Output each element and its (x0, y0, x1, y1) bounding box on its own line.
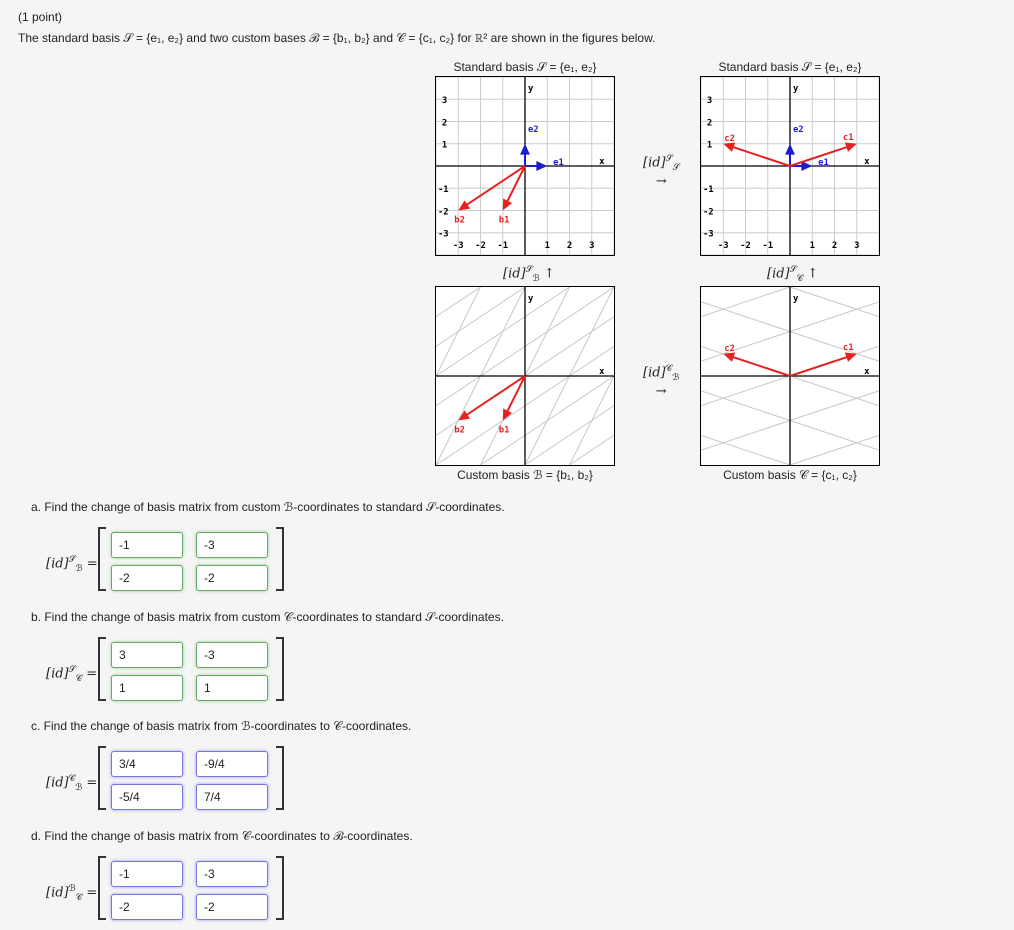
y-tick-label: 1 (706, 140, 713, 151)
matrix-input-r1c1[interactable]: -1 (111, 532, 183, 558)
matrix-input-r2c1[interactable]: -2 (111, 565, 183, 591)
matrix-input-r2c2[interactable]: 7/4 (196, 784, 268, 810)
x-axis-label: x (599, 157, 605, 168)
right-bracket (276, 527, 284, 591)
plot-standard-left (435, 76, 615, 256)
plot-custom-b (435, 286, 615, 466)
x-axis-label: x (864, 367, 870, 378)
y-tick-label: -1 (702, 185, 714, 196)
y-tick-label: -2 (702, 207, 714, 218)
grid-line (436, 287, 481, 317)
map-id-s-s: [id]$^𝒮_𝒮$ → (643, 154, 680, 189)
y-tick-label: 3 (441, 96, 448, 107)
vector-label-b2: b2 (454, 425, 465, 436)
x-tick-label: -1 (497, 241, 509, 252)
matrix-input-r2c2[interactable]: -2 (196, 894, 268, 920)
grid-line (481, 376, 615, 465)
vector-label-e1: e1 (553, 158, 564, 169)
vector-label-b1: b1 (498, 215, 510, 226)
x-axis-label: x (864, 157, 870, 168)
map-id-s-b: [id]$^𝒮_ℬ$ ↑ (503, 265, 555, 284)
matrix-input-r1c1[interactable]: 3 (111, 642, 183, 668)
vector-c2 (731, 356, 790, 376)
matrix-input-r2c1[interactable]: -2 (111, 894, 183, 920)
x-tick-label: 2 (566, 241, 573, 252)
vector-label-e1: e1 (818, 158, 829, 169)
plot-title-custom-b: Custom basis ℬ = {b₁, b₂} (457, 468, 593, 482)
matrix-input-r1c1[interactable]: -1 (111, 861, 183, 887)
y-tick-label: 2 (706, 118, 713, 129)
y-axis-label: y (527, 293, 534, 304)
grid-line (436, 287, 525, 346)
plot-title-standard-right: Standard basis 𝒮 = {e₁, e₂} (718, 60, 862, 74)
matrix-input-r1c1[interactable]: 3/4 (111, 751, 183, 777)
map-id-s-c: [id]$^𝒮_𝒞$ ↑ (767, 265, 819, 284)
x-tick-label: 2 (831, 241, 838, 252)
x-axis-label: x (599, 367, 605, 378)
matrix-input-r1c2[interactable]: -3 (196, 642, 268, 668)
y-axis-label: y (792, 83, 799, 94)
x-tick-label: 1 (809, 241, 815, 252)
left-bracket (98, 527, 106, 591)
y-tick-label: 2 (441, 118, 448, 129)
arrowhead-e2 (785, 144, 795, 155)
x-tick-label: -1 (762, 241, 774, 252)
plot-standard-right (700, 76, 880, 256)
grid-line (701, 287, 790, 317)
problem-intro: The standard basis 𝒮 = {e₁, e₂} and two custom bases ℬ = {b₁, b₂} and 𝒞 = {c₁, c₂} for ℝ² are shown in the figures below. (18, 31, 656, 45)
vector-label-c1: c1 (842, 342, 854, 353)
y-tick-label: 1 (441, 140, 448, 151)
vector-c2 (731, 146, 790, 166)
vector-label-c2: c2 (724, 133, 735, 144)
y-tick-label: 3 (706, 96, 713, 107)
matrix-label: [id]$^𝒮_𝒞$ = (46, 665, 98, 684)
vector-label-c1: c1 (842, 132, 854, 143)
matrix-input-r1c2[interactable]: -3 (196, 861, 268, 887)
right-bracket (276, 746, 284, 810)
plot-custom-c (700, 286, 880, 466)
arrowhead-c1 (845, 352, 857, 361)
grid-line (436, 287, 481, 376)
x-tick-label: 3 (854, 241, 860, 252)
points-label: (1 point) (18, 10, 63, 24)
y-tick-label: -3 (437, 229, 449, 240)
question-d-text: d. Find the change of basis matrix from 𝒞-coordinates to ℬ-coordinates. (31, 829, 413, 843)
y-tick-label: -2 (437, 207, 449, 218)
plot-title-standard-left: Standard basis 𝒮 = {e₁, e₂} (453, 60, 597, 74)
arrowhead-c1 (845, 142, 857, 151)
arrowhead-e1 (536, 161, 547, 171)
question-b-text: b. Find the change of basis matrix from custom 𝒞-coordinates to standard 𝒮-coordinates. (31, 610, 504, 624)
left-bracket (98, 856, 106, 920)
vector-c1 (790, 356, 849, 376)
matrix-input-r2c2[interactable]: 1 (196, 675, 268, 701)
vector-label-e2: e2 (527, 124, 539, 135)
matrix-label: [id]$^𝒮_ℬ$ = (46, 555, 98, 574)
arrowhead-c2 (723, 352, 735, 361)
matrix-input-r2c1[interactable]: 1 (111, 675, 183, 701)
y-tick-label: -3 (702, 229, 714, 240)
grid-line (790, 287, 879, 317)
x-tick-label: -2 (475, 241, 486, 252)
matrix-label: [id]$^ℬ_𝒞$ = (46, 884, 98, 903)
x-tick-label: 1 (544, 241, 550, 252)
x-tick-label: -2 (740, 241, 751, 252)
y-axis-label: y (792, 293, 799, 304)
x-tick-label: -3 (452, 241, 464, 252)
grid-line (525, 406, 614, 465)
map-id-c-b: [id]$^𝒞_ℬ$ → (643, 364, 680, 399)
vector-label-e2: e2 (792, 124, 804, 135)
grid-line (701, 435, 790, 465)
grid-line (790, 435, 879, 465)
x-tick-label: 3 (589, 241, 595, 252)
arrowhead-b2 (458, 410, 470, 420)
matrix-input-r1c2[interactable]: -9/4 (196, 751, 268, 777)
arrowhead-b2 (458, 200, 470, 210)
right-bracket (276, 856, 284, 920)
matrix-input-r2c1[interactable]: -5/4 (111, 784, 183, 810)
y-tick-label: -1 (437, 185, 449, 196)
question-a-text: a. Find the change of basis matrix from custom ℬ-coordinates to standard 𝒮-coordinates. (31, 500, 505, 514)
vector-label-c2: c2 (724, 343, 735, 354)
plot-title-custom-c: Custom basis 𝒞 = {c₁, c₂} (723, 468, 857, 482)
left-bracket (98, 746, 106, 810)
question-c-text: c. Find the change of basis matrix from ℬ-coordinates to 𝒞-coordinates. (31, 719, 412, 733)
left-bracket (98, 637, 106, 701)
matrix-label: [id]$^𝒞_ℬ$ = (46, 774, 98, 793)
grid-line (570, 435, 615, 465)
matrix-input-r1c2[interactable]: -3 (196, 532, 268, 558)
right-bracket (276, 637, 284, 701)
vector-label-b1: b1 (498, 425, 510, 436)
arrowhead-e2 (520, 144, 530, 155)
y-axis-label: y (527, 83, 534, 94)
x-tick-label: -3 (717, 241, 729, 252)
arrowhead-c2 (723, 142, 735, 151)
vector-label-b2: b2 (454, 215, 465, 226)
matrix-input-r2c2[interactable]: -2 (196, 565, 268, 591)
